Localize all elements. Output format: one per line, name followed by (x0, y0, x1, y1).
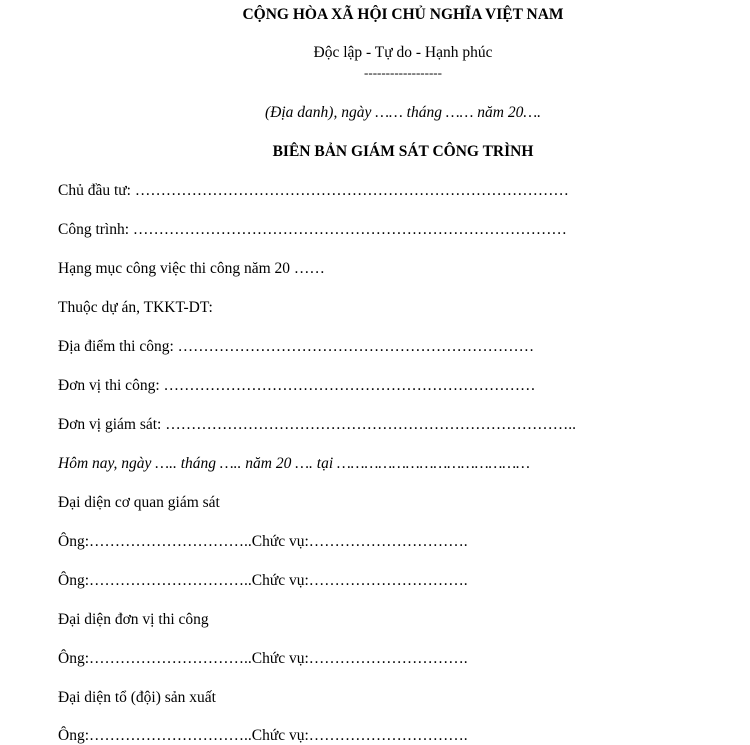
mr-label: Ông:………………………….. (58, 572, 252, 589)
place-date: (Địa danh), ngày …… tháng …… năm 20…. (265, 104, 541, 121)
person-line (58, 650, 468, 668)
person-line (58, 727, 468, 745)
supervisor-line: Đơn vị giám sát: …………………………………………………………………….. (58, 416, 576, 433)
person-line (58, 533, 468, 551)
position-label: Chức vụ:…………………………. (251, 572, 468, 589)
mr-label: Ông:………………………….. (58, 533, 252, 550)
position-label: Chức vụ:…………………………. (251, 650, 468, 667)
heading-divider: ------------------ (364, 65, 442, 80)
work-items-line: Hạng mục công việc thi công năm 20 …… (58, 260, 325, 277)
position-label: Chức vụ:…………………………. (251, 533, 468, 550)
position-label: Chức vụ:…………………………. (251, 727, 468, 744)
country-heading: CỘNG HÒA XÃ HỘI CHỦ NGHĨA VIỆT NAM (242, 6, 564, 23)
mr-label: Ông:………………………….. (58, 650, 252, 667)
contractor-line: Đơn vị thi công: ……………………………………………………………… (58, 377, 536, 394)
contractor-rep-heading: Đại diện đơn vị thi công (58, 611, 209, 628)
production-rep-heading: Đại diện tổ (đội) sản xuất (58, 689, 216, 706)
today-line: Hôm nay, ngày ….. tháng ….. năm 20 …. tại …………………………………… (58, 455, 530, 472)
person-line (58, 572, 468, 590)
supervision-rep-heading: Đại diện cơ quan giám sát (58, 494, 220, 511)
mr-label: Ông:………………………….. (58, 727, 252, 744)
document-title: BIÊN BẢN GIÁM SÁT CÔNG TRÌNH (272, 143, 534, 160)
motto: Độc lập - Tự do - Hạnh phúc (313, 44, 493, 61)
location-line: Địa điểm thi công: …………………………………………………………… (58, 338, 535, 355)
belongs-to-line: Thuộc dự án, TKKT-DT: (58, 299, 213, 316)
project-line: Công trình: ………………………………………………………………………… (58, 221, 567, 238)
investor-line: Chủ đầu tư: ………………………………………………………………………… (58, 182, 569, 199)
